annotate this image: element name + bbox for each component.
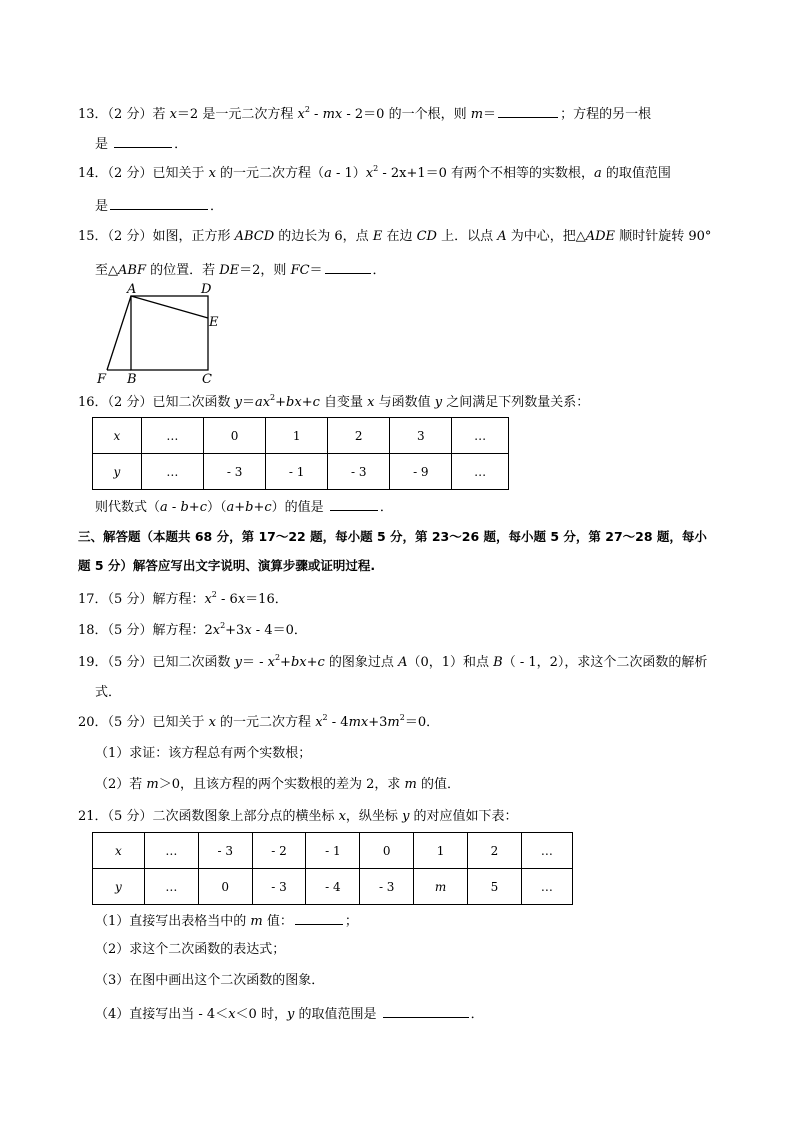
q15-blank[interactable] xyxy=(325,259,371,274)
q21-value-table xyxy=(92,832,573,905)
segment-ae xyxy=(131,296,208,318)
q21-sub3: （3）在图中画出这个二次函数的图象． xyxy=(95,973,325,988)
q13-line2: 是 ． xyxy=(95,133,187,154)
q17: 17．（5 分）解方程：$x^2 - 6x=16$． xyxy=(78,590,288,607)
table-row-x: x … - 3 - 2 - 1 0 1 2 … xyxy=(93,833,573,869)
q21-line1: 21．（5 分）二次函数图象上部分点的横坐标 x，纵坐标 y 的对应值如下表： xyxy=(78,809,518,824)
table-row-y: y … - 3 - 1 - 3 - 9 … xyxy=(93,454,509,490)
q19-line1: 19．（5 分）已知二次函数 $y= - x^2+bx+c$ 的图象过点 A（0，1）和点 B（ - 1，2），求这个二次函数的解析 xyxy=(78,653,708,670)
q15-line1: 15．（2 分）如图，正方形 ABCD 的边长为 6，点 E 在边 CD 上．以点 A 为中心，把△ADE 顺时针旋转 90° xyxy=(78,229,712,244)
label-c: C xyxy=(202,372,212,387)
q16-blank[interactable] xyxy=(330,496,378,511)
q16-line1: 16．（2 分）已知二次函数 $y=ax^2+bx+c$ 自变量 x 与函数值 y 之间满足下列数量关系： xyxy=(78,393,590,410)
q20-sub1: （1）求证：该方程总有两个实数根； xyxy=(95,746,312,761)
q14-line2: 是 ． xyxy=(95,195,223,216)
q15-square-figure xyxy=(95,280,235,390)
q21-sub4: （4）直接写出当 - 4＜x＜0 时，y 的取值范围是 ． xyxy=(95,1003,484,1024)
q13-blank-m[interactable] xyxy=(498,103,558,118)
q20-sub2: （2）若 m＞0，且该方程的两个实数根的差为 2，求 m 的值． xyxy=(95,777,461,792)
label-b: B xyxy=(127,372,137,387)
label-e: E xyxy=(209,315,219,330)
q21-sub2: （2）求这个二次函数的表达式； xyxy=(95,942,286,957)
q14-blank[interactable] xyxy=(110,195,208,210)
q20-line1: 20．（5 分）已知关于 x 的一元二次方程 $x^2 - 4mx+3m^2=0$． xyxy=(78,713,440,730)
section3-heading-line1: 三、解答题（本题共 68 分，第 17～22 题，每小题 5 分，第 23～26 题，每小题 5 分，第 27～28 题，每小 xyxy=(78,529,707,544)
q18: 18．（5 分）解方程：$2x^2+3x - 4=0$． xyxy=(78,621,307,638)
q21-blank-m[interactable] xyxy=(295,910,343,925)
q15-line2: 至△ABF 的位置．若 DE＝2，则 FC＝ ． xyxy=(95,259,386,280)
q13-blank-root[interactable] xyxy=(114,133,172,148)
label-f: F xyxy=(97,372,107,387)
label-a: A xyxy=(127,282,137,297)
q16-line2: 则代数式（a - b+c）（a+b+c）的值是 ． xyxy=(95,496,393,517)
q16-value-table xyxy=(92,417,509,490)
label-d: D xyxy=(201,282,212,297)
table-row-x: x … 0 1 2 3 … xyxy=(93,418,509,454)
segment-af xyxy=(107,296,131,370)
q21-sub1: （1）直接写出表格当中的 m 值： ； xyxy=(95,910,358,931)
q13-line1: 13．（2 分）若 x＝2 是一元二次方程 $x^2$ - mx - 2＝0 的一个根，则 m＝ ；方程的另一根 xyxy=(78,105,652,122)
table-row-y: y … 0 - 3 - 4 - 3 m 5 … xyxy=(93,869,573,905)
q21-blank-range[interactable] xyxy=(383,1003,469,1018)
section3-heading-line2: 题 5 分）解答应写出文字说明、演算步骤或证明过程. xyxy=(78,558,376,573)
q19-line2: 式． xyxy=(95,685,122,700)
q14-line1: 14．（2 分）已知关于 x 的一元二次方程$(a - 1)x^2 - 2x+1=0$ 有两个不相等的实数根，a 的取值范围 xyxy=(78,164,671,181)
